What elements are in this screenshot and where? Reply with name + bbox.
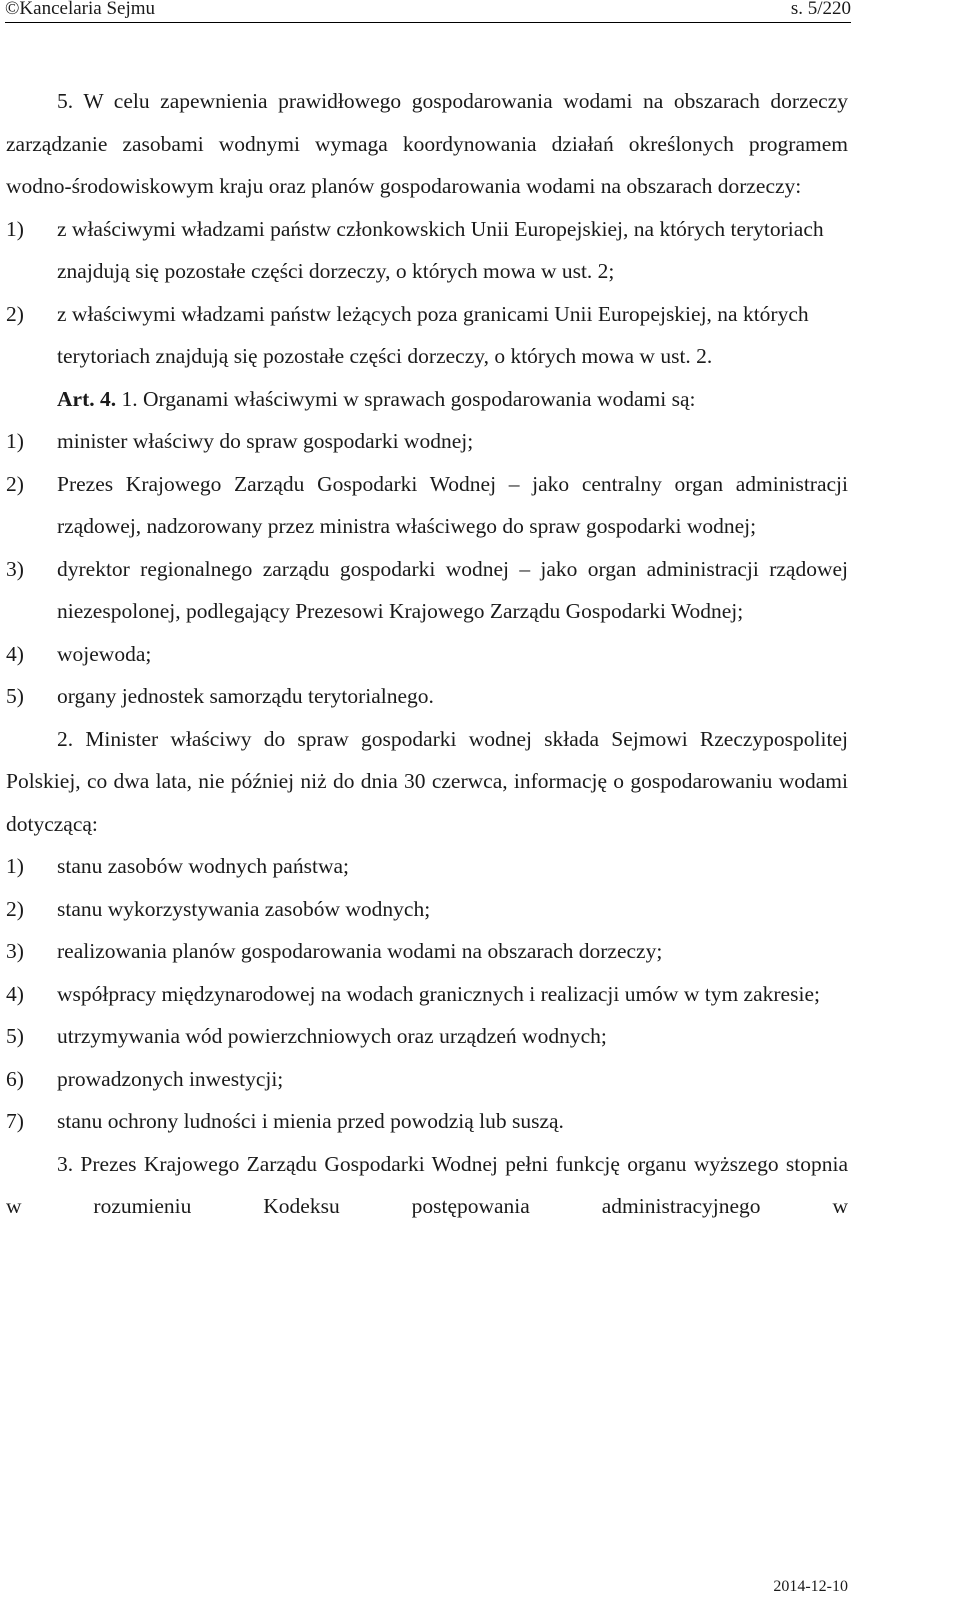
paragraph-3 [6,1143,848,1228]
list-item-number: 4) [6,641,24,666]
list-item [6,1100,848,1143]
paragraph-2-text: Minister właściwy do spraw gospodarki wodnej składa Sejmowi Rzeczypospolitej Polskiej, co dwa lata, nie później niż do dnia 30 czerwca, informację o gospodarowaniu wodami dotyczącą: [6,726,848,836]
list-item-number: 5) [6,684,24,708]
list-item-text: stanu wykorzystywania zasobów wodnych; [57,896,431,921]
paragraph-5-number: 5. [57,89,74,113]
list-item [6,420,848,463]
header-page-number: s. 5/220 [790,0,851,19]
paragraph-2-number: 2. [57,726,74,751]
list-item-text: współpracy międzynarodowej na wodach granicznych i realizacji umów w tym zakresie; [57,981,820,1006]
list-item [6,888,848,931]
list-item-number: 6) [6,1066,24,1091]
list-item [6,463,848,548]
list-item [6,208,848,293]
list-item [6,633,848,676]
list-item-number: 1) [6,854,24,878]
footer-date: 2014-12-10 [773,1578,848,1595]
list-item-number: 2) [6,896,24,921]
list-item-text: organy jednostek samorządu terytorialnego. [57,684,434,708]
paragraph-3-text: Prezes Krajowego Zarządu Gospodarki Wodnej pełni funkcję organu wyższego stopnia w rozumieniu Kodeksu postępowania administracyjnego w [6,1151,848,1218]
list-item-number: 2) [6,471,24,496]
list-item-text: dyrektor regionalnego zarządu gospodarki wodnej – jako organ administracji rządowej niezespolonej, podlegający Prezesowi Krajowego Zarządu Gospodarki Wodnej; [57,556,848,623]
document-body [6,80,848,1228]
list-item [6,930,848,973]
header-copyright: ©Kancelaria Sejmu [5,0,156,19]
paragraph-5-text: W celu zapewnienia prawidłowego gospodarowania wodami na obszarach dorzeczy zarządzanie zasobami wodnymi wymaga koordynowania działań określonych programem wodno-środowiskowym kraju oraz planów gospodarowania wodami na obszarach dorzeczy: [6,89,848,198]
list-item-text: utrzymywania wód powierzchniowych oraz urządzeń wodnych; [57,1024,607,1048]
page-header [5,0,851,23]
paragraph-3-number: 3. [57,1151,74,1176]
list-item [6,548,848,633]
list-item-text: z właściwymi władzami państw członkowskich Unii Europejskiej, na których terytoriach znajdują się pozostałe części dorzeczy, o których mowa w ust. 2; [57,216,824,283]
list-item-text: stanu zasobów wodnych państwa; [57,854,349,878]
list-item [6,1058,848,1101]
paragraph-5 [6,80,848,208]
list-item-number: 1) [6,429,24,453]
list-item-text: Prezes Krajowego Zarządu Gospodarki Wodnej – jako centralny organ administracji rządowej, nadzorowany przez ministra właściwego do spraw gospodarki wodnej; [57,471,848,538]
article-4-label: Art. 4. [57,386,117,411]
list-item [6,973,848,1016]
list-item-text: realizowania planów gospodarowania wodami na obszarach dorzeczy; [57,939,663,963]
article-4-paragraph-text: Organami właściwymi w sprawach gospodarowania wodami są: [142,386,696,411]
list-item-number: 5) [6,1024,24,1048]
list-item-number: 7) [6,1109,24,1133]
list-item-text: prowadzonych inwestycji; [57,1066,284,1091]
list-item-number: 3) [6,556,24,581]
list-item-text: minister właściwy do spraw gospodarki wodnej; [57,429,474,453]
list-item [6,1015,848,1058]
list-item-number: 4) [6,981,24,1006]
list-item-number: 3) [6,939,24,963]
list-item [6,675,848,718]
list-item-text: wojewoda; [57,641,152,666]
list-item-text: stanu ochrony ludności i mienia przed powodzią lub suszą. [57,1109,564,1133]
article-4-paragraph-number: 1. [121,386,138,411]
article-4-paragraph-1 [6,378,848,421]
list-item-text: z właściwymi władzami państw leżących poza granicami Unii Europejskiej, na których terytoriach znajdują się pozostałe części dorzeczy, o których mowa w ust. 2. [57,301,809,368]
paragraph-2 [6,718,848,846]
list-item [6,845,848,888]
list-item-number: 2) [6,301,24,326]
list-item [6,293,848,378]
list-item-number: 1) [6,216,24,241]
